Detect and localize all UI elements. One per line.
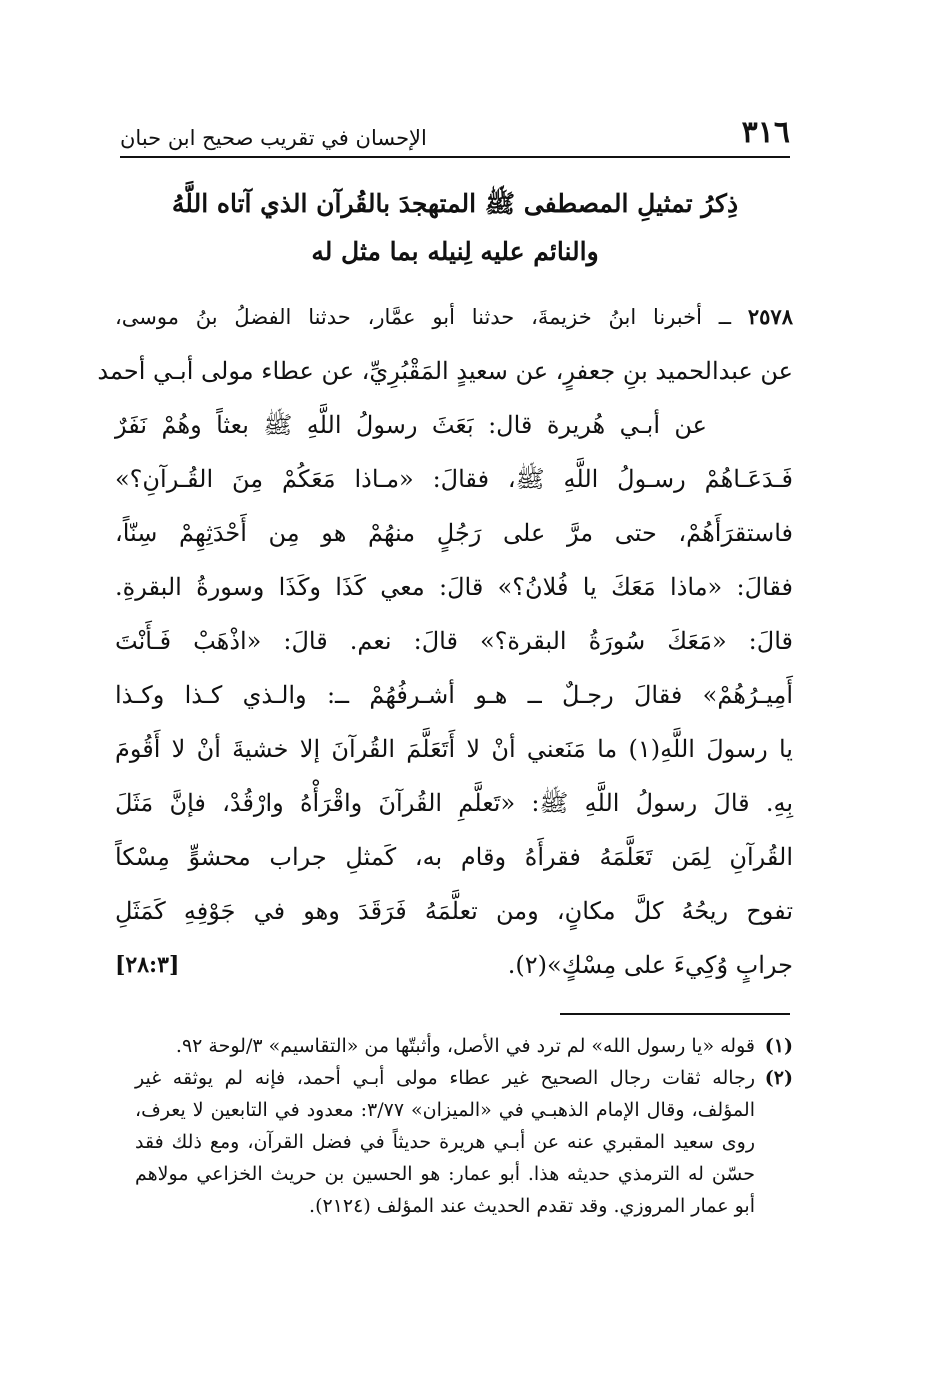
footnote [135, 1062, 793, 1222]
hadith-line: قالَ: «مَعَكَ سُورَةُ البقرة؟» قالَ: نعم. قالَ: «اذْهَبْ فَـأَنْتَ [115, 627, 793, 655]
hadith-line-text: ــ أخبرنا ابنُ خزيمةَ، حدثنا أبو عمَّار، حدثنا الفضلُ بنُ موسى، [115, 305, 732, 329]
hadith-line: عن أبـي هُريرة قال: بَعَثَ رسولُ اللَّهِ ﷺ بعثاً وهُمْ نَفَرٌ [115, 411, 707, 439]
footnote-text: قوله «يا رسول الله» لم ترد في الأصل، وأثبتّها من «التقاسيم» ٣/لوحة ٩٢. [175, 1035, 755, 1057]
page-number: ٣١٦ [741, 115, 790, 150]
hadith-line: فقالَ: «ماذا مَعَكَ يا فُلانُ؟» قالَ: معي كَذَا وكَذَا وسورةُ البقرةِ. [115, 573, 793, 601]
hadith-line: عن عبدالحميد بنِ جعفرٍ، عن سعيدٍ المَقْبُرِيِّ، عن عطاء مولى أبـي أحمد [97, 357, 793, 385]
footnote-number: (١) [764, 1035, 793, 1057]
chapter-heading-line-1: ذِكرُ تمثيلِ المصطفى ﷺ المتهجدَ بالقُرآن الذي آتاه اللَّهُ [171, 189, 739, 218]
hadith-line: القُرآنِ لِمَن تَعَلَّمَهُ فقرأَهُ وقام به، كَمثلِ جراب محشوٍّ مِسْكاً [115, 843, 793, 871]
chapter-heading-line-2: والنائم عليه لِنيله بما مثل له [311, 237, 599, 266]
hadith-reference: [٢٨:٣] [115, 952, 180, 978]
hadith-text [97, 290, 794, 992]
hadith-line-last [115, 938, 793, 992]
hadith-number: ٢٥٧٨ [747, 304, 793, 329]
hadith-line: بِهِ. قالَ رسولُ اللَّهِ ﷺ: «تَعلَّمِ القُرآنَ واقْرَأْهُ وارْقُدْ، فإنَّ مَثَلَ [115, 789, 794, 817]
footnote-text: رجاله ثقات رجال الصحيح غير عطاء مولى أبـي أحمد، فإنه لم يوثقه غير المؤلف، وقال الإمام الذهبـي في «الميزان» ٣/٧٧: معدود في التابعين لا يعرف، روى سعيد المقبري عنه عن أبـي هريرة حديثاً في فضل القرآن، ومع ذلك فقد حسّن له الترمذي حديثه هذا. أبو عمار: هو الحسين بن حريث الخزاعي مولاهم أبو عمار المروزي. وقد تقدم الحديث عند المؤلف (٢١٢٤). [135, 1067, 755, 1217]
hadith-line-text: جرابٍ وُكِيءَ على مِسْكٍ»(٢). [507, 951, 793, 979]
hadith-line: يا رسولَ اللَّهِ(١) ما مَنَعني أنْ لا أَتَعَلَّمَ القُرآنَ إلا خشيةَ أنْ لا أَقُومَ [115, 735, 793, 763]
hadith-line: تفوح ريحُهُ كلَّ مكانٍ، ومن تعلَّمَهُ فَرَقَدَ وهو في جَوْفِهِ كَمَثَلِ [115, 897, 793, 925]
running-header [120, 110, 790, 158]
footnotes [135, 1030, 793, 1222]
footnote-number: (٢) [764, 1067, 793, 1089]
book-title: الإحسان في تقريب صحيح ابن حبان [120, 126, 427, 150]
chapter-heading [120, 180, 790, 276]
hadith-line: فَـدَعَـاهُمْ رسـولُ اللَّهِ ﷺ، فقالَ: «مـاذا مَعَكُمْ مِنَ القُـرآنِ؟» [115, 465, 793, 493]
footnote [135, 1030, 793, 1062]
hadith-line: فاستقرَأَهُمْ، حتى مرَّ على رَجُلٍ منهُمْ هو مِن أَحْدَثِهِمْ سِنّاً، [115, 519, 793, 547]
hadith-line: أَمِيـرُهُمْ» فقالَ رجـلٌ ــ هـو أشـرفُهُمْ ــ: والـذي كـذا وكـذا [115, 681, 793, 709]
hadith-line [115, 290, 793, 344]
footnote-divider [560, 1013, 790, 1015]
